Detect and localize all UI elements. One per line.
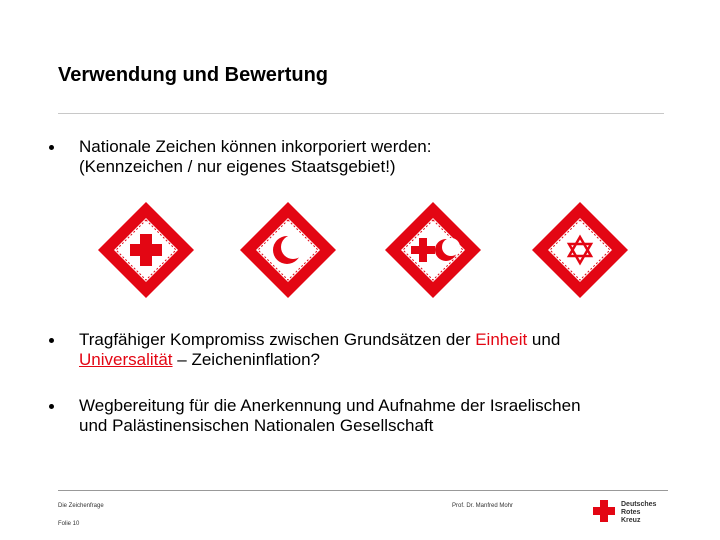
- bullet-3-line-2: und Palästinensischen Nationalen Gesellschaft: [79, 416, 434, 435]
- bullet-2-part-2: und: [527, 330, 561, 349]
- bullet-2-part-3: – Zeicheninflation?: [172, 350, 320, 369]
- bullet-dot: [49, 338, 54, 343]
- org-line-1: Deutsches: [621, 501, 657, 508]
- org-line-2: Rotes: [621, 509, 641, 516]
- red-crystal-cross-crescent-icon: [383, 200, 483, 300]
- title-divider: [58, 113, 664, 114]
- org-line-3: Kreuz: [621, 517, 641, 524]
- footer-topic: Die Zeichenfrage: [58, 503, 104, 509]
- red-crystal-cross-icon: [96, 200, 196, 300]
- red-crystal-star-of-david-icon: [530, 200, 630, 300]
- bullet-3-line-1: Wegbereitung für die Anerkennung und Aufnahme der Israelischen: [79, 396, 581, 415]
- org-name: [621, 501, 656, 525]
- bullet-2-part-1: Tragfähiger Kompromiss zwischen Grundsätzen der: [79, 330, 476, 349]
- footer-divider: [58, 490, 668, 491]
- bullet-1-text: [79, 137, 669, 177]
- red-cross-logo-icon: [593, 500, 615, 522]
- bullet-3-text: [79, 396, 669, 436]
- bullet-1-line-1: Nationale Zeichen können inkorporiert werden:: [79, 137, 432, 156]
- bullet-2: [49, 330, 669, 374]
- bullet-dot: [49, 404, 54, 409]
- bullet-2-text: [79, 330, 669, 370]
- red-crystal-crescent-icon: [238, 200, 338, 300]
- bullet-1-line-2: (Kennzeichen / nur eigenes Staatsgebiet!): [79, 157, 396, 176]
- keyword-universalitaet: Universalität: [79, 350, 173, 369]
- footer-author: Prof. Dr. Manfred Mohr: [452, 503, 514, 509]
- footer-slide-number: Folie 10: [58, 521, 80, 527]
- bullet-3: [49, 396, 669, 440]
- bullet-1: [49, 137, 669, 181]
- keyword-einheit: Einheit: [475, 330, 528, 349]
- slide-title: Verwendung und Bewertung: [58, 64, 329, 86]
- bullet-dot: [49, 145, 54, 150]
